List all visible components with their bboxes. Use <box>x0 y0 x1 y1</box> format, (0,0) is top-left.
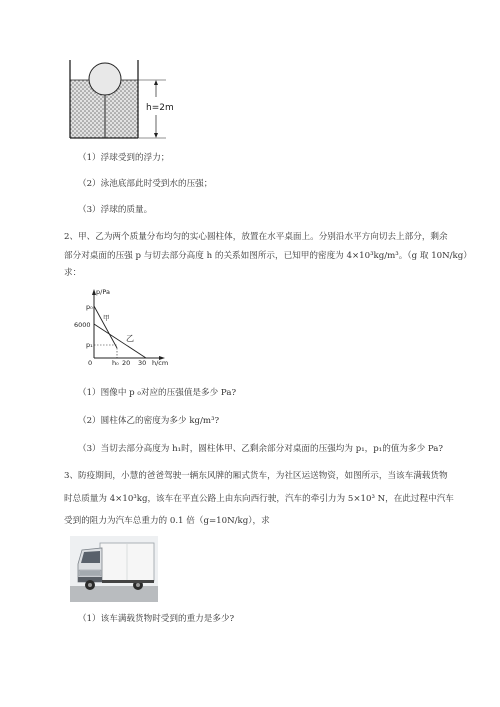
x20-label: 20 <box>122 359 131 367</box>
pressure-height-graph <box>70 286 170 368</box>
h0-label: h₀ <box>112 359 119 367</box>
float-ball <box>89 63 121 95</box>
graph-svg <box>70 286 170 368</box>
pool-float-figure <box>66 52 186 144</box>
p0-label: p₀ <box>86 303 93 311</box>
line-yi <box>94 324 146 358</box>
height-label: h=2m <box>146 103 174 113</box>
q3-line1: 3、防疫期间，小慧的爸爸驾驶一辆东风牌的厢式货车，为社区运送物资，如图所示，当该车满载货物 <box>64 471 448 481</box>
q1-sub3: （3）浮球的质量。 <box>78 205 153 215</box>
q1-sub1: （1）浮球受到的浮力； <box>78 153 170 163</box>
origin-label: 0 <box>88 359 93 367</box>
q3-sub1: （1）该车满载货物时受到的重力是多少? <box>78 614 235 624</box>
pool-diagram <box>66 52 186 144</box>
truck-photo <box>70 536 158 602</box>
y-axis-label: p/Pa <box>96 288 110 296</box>
q3-line3: 受到的阻力为汽车总重力的 0.1 倍（g=10N/kg），求 <box>64 516 270 526</box>
p1-label: p₁ <box>86 341 93 349</box>
truck-illustration <box>70 536 158 602</box>
y6000-label: 6000 <box>74 321 91 329</box>
q2-line3: 求： <box>64 268 82 278</box>
x30-label: 30 <box>138 359 147 367</box>
x-axis-label: h/cm <box>152 359 169 367</box>
yi-label: 乙 <box>126 334 134 343</box>
q2-line1: 2、甲、乙为两个质量分布均匀的实心圆柱体，放置在水平桌面上。分别沿水平方向切去上部分，剩余 <box>64 232 448 242</box>
q2-sub3: （3）当切去部分高度为 h₁时，圆柱体甲、乙剩余部分对桌面的压强均为 p₁，p₁的值为多少 Pa? <box>78 444 444 454</box>
q2-sub2: （2）圆柱体乙的密度为多少 kg/m³? <box>78 416 220 426</box>
q2-line2: 部分对桌面的压强 p 与切去部分高度 h 的关系如图所示，已知甲的密度为 4×10³kg/m³。（g 取 10N/kg） <box>64 251 472 261</box>
q1-sub2: （2）泳池底部此时受到水的压强； <box>78 179 213 189</box>
line-jia <box>94 306 117 348</box>
jia-label: 甲 <box>103 314 110 322</box>
q2-sub1: （1）图像中 p ₀对应的压强值是多少 Pa? <box>78 388 237 398</box>
q3-line2: 时总质量为 4×10³kg，该车在平直公路上由东向西行驶，汽车的牵引力为 5×10³ N，在此过程中汽车 <box>64 494 454 504</box>
